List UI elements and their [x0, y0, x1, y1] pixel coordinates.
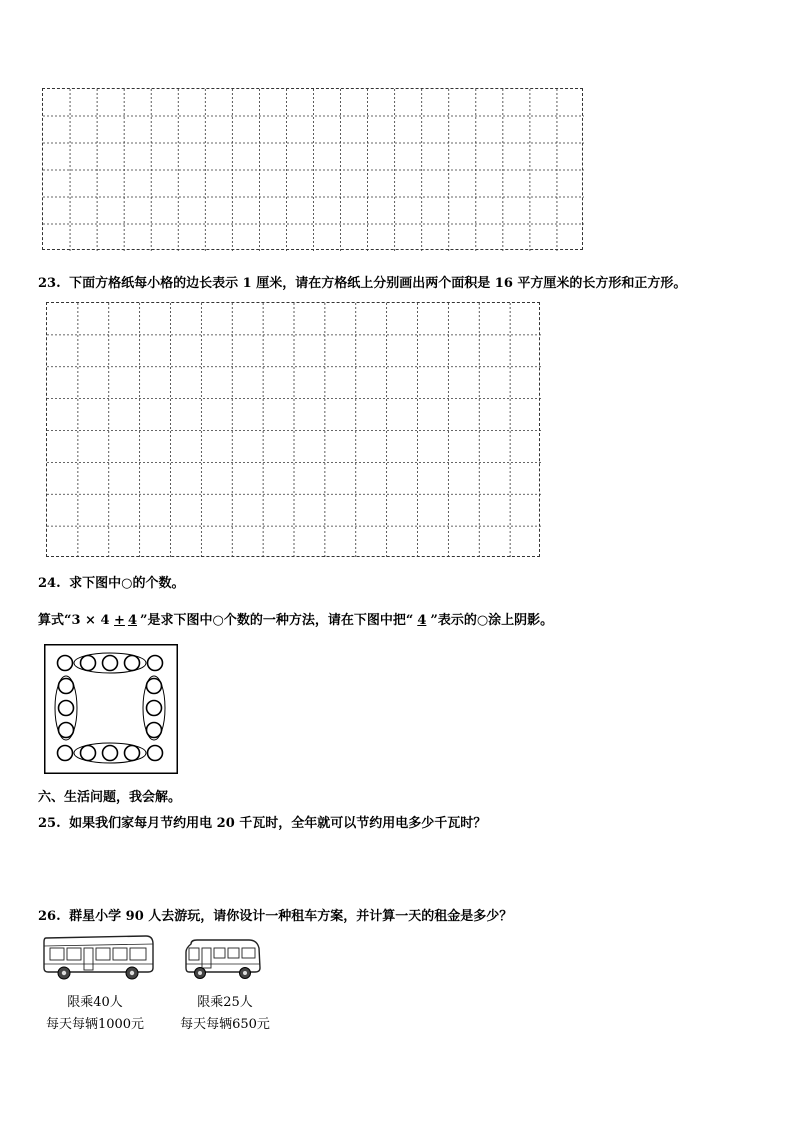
question-number: 26.: [38, 909, 61, 924]
bus-large-price: 每天每辆1000元: [45, 1017, 145, 1032]
circle: [103, 746, 118, 761]
question-text: 群星小学 90 人去游玩，请你设计一种租车方案，并计算一天的租金是多少？: [69, 909, 513, 924]
circle: [81, 656, 96, 671]
question-number: 24.: [38, 576, 61, 591]
circle: [59, 679, 74, 694]
circle: [58, 746, 73, 761]
circle: [58, 656, 73, 671]
question-23: [38, 272, 686, 291]
bus-large-illustration: [40, 932, 156, 982]
grid-paper-top[interactable]: [42, 88, 583, 250]
question-text: 下面方格纸每小格的边长表示 1 厘米，请在方格纸上分别画出两个面积是 16 平方厘米的长方形和正方形。: [69, 276, 687, 291]
section-6-title: 六、生活问题，我会解。: [38, 790, 182, 805]
circle: [59, 701, 74, 716]
circle: [103, 656, 118, 671]
question-25: [38, 812, 486, 831]
q24-formula-line: 算式“3 × 4 + 4 ”是求下图中○个数的一种方法，请在下图中把“ 4 ”表示的○涂上阴影。: [38, 613, 554, 628]
circle: [147, 701, 162, 716]
bus-small-capacity: 限乘25人: [197, 995, 253, 1010]
circle: [125, 656, 140, 671]
circle: [147, 679, 162, 694]
circle: [81, 746, 96, 761]
grid-paper-q23[interactable]: [46, 302, 540, 557]
circle: [148, 746, 163, 761]
bus-small-illustration: [183, 938, 263, 980]
bus-large-capacity: 限乘40人: [67, 995, 123, 1010]
circle: [148, 656, 163, 671]
question-number: 25.: [38, 816, 61, 831]
bus-small-price: 每天每辆650元: [180, 1017, 270, 1032]
question-24: [38, 572, 185, 591]
question-number: 23.: [38, 276, 61, 291]
circle: [125, 746, 140, 761]
question-26: [38, 905, 512, 924]
circle-figure[interactable]: [44, 644, 178, 774]
question-text: 求下图中○的个数。: [69, 576, 185, 591]
question-text: 如果我们家每月节约用电 20 千瓦时，全年就可以节约用电多少千瓦时？: [69, 816, 487, 831]
circle: [147, 723, 162, 738]
circle: [59, 723, 74, 738]
